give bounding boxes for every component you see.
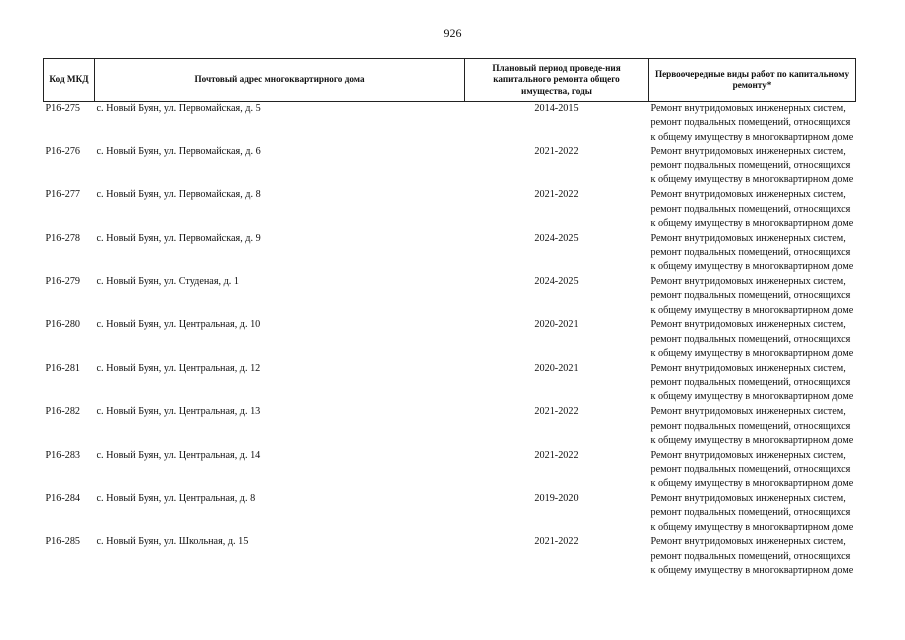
cell-address: с. Новый Буян, ул. Школьная, д. 15 [96, 536, 249, 548]
cell-period: 2014-2015 [534, 103, 579, 114]
cell-period: 2021-2022 [534, 406, 579, 418]
cell-code: Р16-280 [45, 319, 81, 331]
cell-works: Ремонт внутридомовых инженерных систем, ремонт подвальных помещений, относящихся к общему имуществу в многоквартирном доме [650, 362, 854, 403]
cell-works: Ремонт внутридомовых инженерных систем, ремонт подвальных помещений, относящихся к общему имуществу в многоквартирном доме [650, 319, 854, 360]
table-row [44, 145, 856, 188]
table-row [44, 318, 856, 361]
cell-address: с. Новый Буян, ул. Центральная, д. 12 [96, 362, 261, 374]
cell-period: 2021-2022 [534, 449, 579, 461]
cell-works: Ремонт внутридомовых инженерных систем, ремонт подвальных помещений, относящихся к общему имуществу в многоквартирном доме [650, 189, 854, 229]
cell-period: 2024-2025 [534, 276, 579, 288]
cell-address: с. Новый Буян, ул. Центральная, д. 8 [96, 493, 256, 505]
cell-works: Ремонт внутридомовых инженерных систем, ремонт подвальных помещений, относящихся к общему имуществу в многоквартирном доме [650, 145, 854, 186]
cell-period: 2024-2025 [534, 232, 579, 244]
table-row [44, 405, 856, 448]
table-row [44, 188, 856, 231]
cell-code: Р16-281 [45, 362, 81, 374]
cell-code: Р16-277 [45, 189, 81, 201]
cell-period: 2020-2021 [534, 362, 579, 374]
cell-address: с. Новый Буян, ул. Студеная, д. 1 [96, 276, 239, 288]
cell-code: Р16-282 [45, 406, 81, 418]
table-row [44, 275, 856, 318]
cell-address: с. Новый Буян, ул. Первомайская, д. 5 [96, 103, 261, 114]
cell-works: Ремонт внутридомовых инженерных систем, ремонт подвальных помещений, относящихся к общему имуществу в многоквартирном доме [650, 449, 854, 490]
cell-code: Р16-278 [45, 232, 81, 244]
table-row [44, 535, 856, 578]
cell-code: Р16-279 [45, 276, 81, 288]
cell-works: Ремонт внутридомовых инженерных систем, ремонт подвальных помещений, относящихся к общему имуществу в многоквартирном доме [650, 406, 854, 446]
table-row [44, 362, 856, 405]
cell-period: 2021-2022 [534, 189, 579, 201]
cell-code: Р16-283 [45, 449, 81, 461]
header-works: Первоочередные виды работ по капитальному ремонту* [649, 59, 856, 102]
cell-address: с. Новый Буян, ул. Первомайская, д. 6 [96, 145, 261, 157]
table-row [44, 492, 856, 535]
header-code: Код МКД [44, 59, 95, 102]
table-row [44, 102, 856, 145]
page-number: 926 [443, 26, 462, 40]
header-period: Плановый период проведе-ния капитального ремонта общего имущества, годы [465, 59, 649, 102]
cell-works: Ремонт внутридомовых инженерных систем, ремонт подвальных помещений, относящихся к общему имуществу в многоквартирном доме [650, 232, 854, 273]
cell-address: с. Новый Буян, ул. Центральная, д. 14 [96, 449, 261, 461]
cell-works: Ремонт внутридомовых инженерных систем, ремонт подвальных помещений, относящихся к общему имуществу в многоквартирном доме [650, 536, 854, 576]
cell-address: с. Новый Буян, ул. Центральная, д. 10 [96, 319, 261, 331]
cell-period: 2019-2020 [534, 493, 579, 505]
cell-works: Ремонт внутридомовых инженерных систем, ремонт подвальных помещений, относящихся к общему имуществу в многоквартирном доме [650, 493, 854, 533]
capital-repair-table [43, 58, 856, 579]
cell-period: 2021-2022 [534, 536, 579, 548]
table-row [44, 232, 856, 275]
cell-period: 2020-2021 [534, 319, 579, 331]
cell-code: Р16-284 [45, 493, 81, 505]
cell-period: 2021-2022 [534, 145, 579, 157]
table-row [44, 449, 856, 492]
cell-address: с. Новый Буян, ул. Первомайская, д. 8 [96, 189, 261, 201]
cell-address: с. Новый Буян, ул. Центральная, д. 13 [96, 406, 261, 418]
cell-code: Р16-275 [45, 103, 81, 114]
table-body [44, 102, 856, 579]
header-address: Почтовый адрес многоквартирного дома [95, 59, 465, 102]
cell-code: Р16-285 [45, 536, 81, 548]
cell-works: Ремонт внутридомовых инженерных систем, ремонт подвальных помещений, относящихся к общему имуществу в многоквартирном доме [650, 103, 854, 143]
cell-works: Ремонт внутридомовых инженерных систем, ремонт подвальных помещений, относящихся к общему имуществу в многоквартирном доме [650, 276, 854, 316]
cell-address: с. Новый Буян, ул. Первомайская, д. 9 [96, 232, 261, 244]
cell-code: Р16-276 [45, 145, 81, 157]
table-header [44, 59, 856, 102]
